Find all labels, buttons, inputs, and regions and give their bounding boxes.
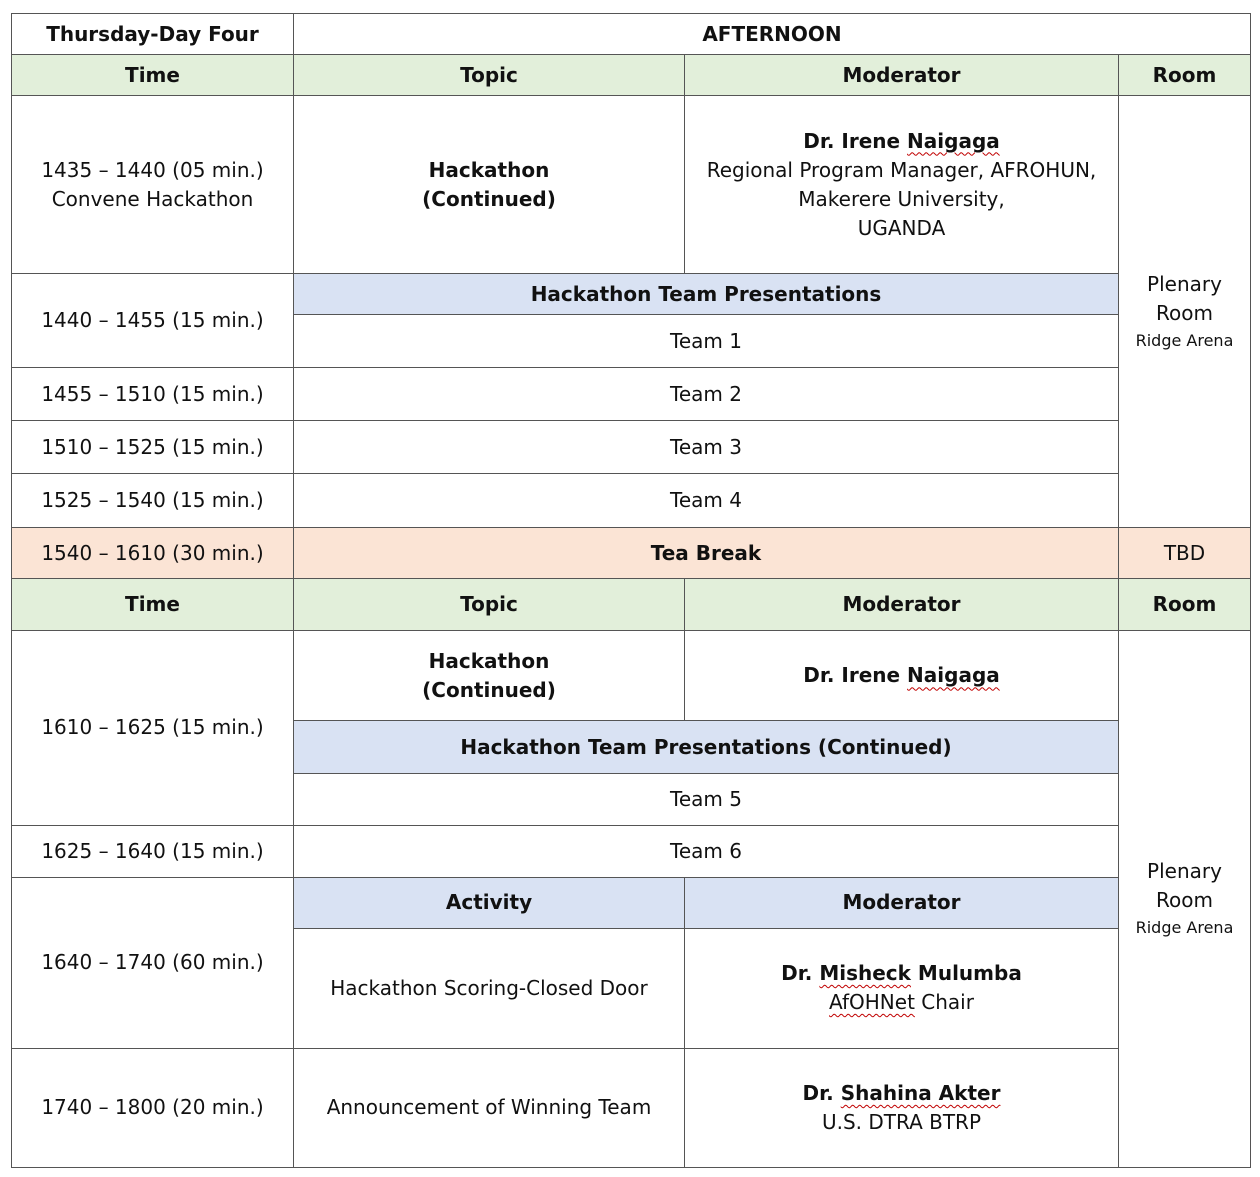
session-topic-cell: [294, 96, 685, 274]
moderator-country: UGANDA: [857, 215, 946, 240]
activity-row: [12, 1048, 1251, 1167]
header-time: Time: [12, 55, 294, 96]
moderator-org: AfOHNet: [829, 990, 915, 1015]
day-title: Thursday-Day Four: [12, 14, 294, 55]
team-name: Team 2: [294, 368, 1119, 421]
activity-title: Hackathon Scoring-Closed Door: [294, 928, 685, 1048]
header-time: Time: [12, 579, 294, 631]
moderator-name: [693, 1079, 1110, 1108]
moderator-org: U.S. DTRA BTRP: [821, 1109, 982, 1134]
team-row: [12, 421, 1251, 474]
header-room: Room: [1119, 55, 1251, 96]
header-moderator: Moderator: [685, 877, 1119, 928]
activity-header-row: [12, 877, 1251, 928]
session-subtitle: Convene Hackathon: [51, 186, 254, 211]
header-activity: Activity: [294, 877, 685, 928]
room-name: Room: [1156, 888, 1213, 913]
column-header-row: [12, 579, 1251, 631]
room-venue: Ridge Arena: [1135, 330, 1234, 350]
room-name: Plenary: [1147, 859, 1222, 884]
moderator-title: Dr.: [781, 961, 820, 986]
moderator-position: Chair: [914, 990, 974, 1015]
moderator-fullname: Shahina Akter: [840, 1080, 1001, 1105]
moderator-surname: Naigaga: [907, 128, 1000, 153]
header-moderator: Moderator: [685, 55, 1119, 96]
moderator-affiliation: Makerere University,: [798, 186, 1005, 211]
topic-line: Hackathon: [428, 648, 550, 673]
room-name: Room: [1156, 300, 1213, 325]
header-topic: Topic: [294, 579, 685, 631]
moderator-surname: Mulumba: [910, 961, 1022, 986]
moderator-role: Regional Program Manager, AFROHUN,: [706, 157, 1097, 182]
room-cell: [1119, 631, 1251, 1168]
agenda-table: [11, 13, 1251, 1168]
presentations-row: [12, 274, 1251, 315]
header-topic: Topic: [294, 55, 685, 96]
moderator-surname: Naigaga: [907, 663, 1000, 688]
moderator-name: [693, 959, 1110, 988]
session-time: 1640 – 1740 (60 min.): [12, 877, 294, 1048]
topic-line: Hackathon: [428, 157, 550, 182]
presentations-header: Hackathon Team Presentations (Continued): [294, 721, 1119, 773]
team-row: [12, 474, 1251, 528]
team-name: Team 6: [294, 825, 1119, 877]
team-time: 1455 – 1510 (15 min.): [12, 368, 294, 421]
team-row: [12, 368, 1251, 421]
moderator-cell: [685, 1048, 1119, 1167]
room-name: Plenary: [1147, 271, 1222, 296]
team-time: 1525 – 1540 (15 min.): [12, 474, 294, 528]
moderator-role: [693, 988, 1110, 1017]
tea-room: TBD: [1119, 528, 1251, 579]
moderator-title: Dr. Irene: [803, 128, 908, 153]
moderator-name: [685, 631, 1119, 721]
room-cell: [1119, 96, 1251, 528]
team-name: Team 4: [294, 474, 1119, 528]
column-header-row: [12, 55, 1251, 96]
team-name: Team 3: [294, 421, 1119, 474]
presentations-header: Hackathon Team Presentations: [294, 274, 1119, 315]
team-row: [12, 825, 1251, 877]
session-row: [12, 631, 1251, 721]
moderator-title: Dr. Irene: [803, 663, 908, 688]
team-time: 1510 – 1525 (15 min.): [12, 421, 294, 474]
room-venue: Ridge Arena: [1135, 918, 1234, 938]
header-room: Room: [1119, 579, 1251, 631]
tea-title: Tea Break: [294, 528, 1119, 579]
topic-line: (Continued): [422, 186, 556, 211]
moderator-title: Dr.: [802, 1080, 841, 1105]
header-moderator: Moderator: [685, 579, 1119, 631]
team-time: 1440 – 1455 (15 min.): [12, 274, 294, 368]
topic-line: (Continued): [422, 677, 556, 702]
session-time: 1435 – 1440 (05 min.): [41, 157, 264, 182]
session-topic-cell: [294, 631, 685, 721]
moderator-name: [693, 127, 1110, 156]
period-title: AFTERNOON: [294, 14, 1251, 55]
tea-break-row: [12, 528, 1251, 579]
session-time-cell: [12, 96, 294, 274]
team-name: Team 1: [294, 315, 1119, 368]
session-time: 1740 – 1800 (20 min.): [12, 1048, 294, 1167]
tea-time: 1540 – 1610 (30 min.): [12, 528, 294, 579]
team-name: Team 5: [294, 773, 1119, 825]
session-row: [12, 96, 1251, 274]
title-row: [12, 14, 1251, 55]
team-time: 1625 – 1640 (15 min.): [12, 825, 294, 877]
activity-title: Announcement of Winning Team: [294, 1048, 685, 1167]
moderator-cell: [685, 928, 1119, 1048]
session-time: 1610 – 1625 (15 min.): [12, 631, 294, 825]
moderator-firstname: Misheck: [819, 961, 911, 986]
moderator-cell: [685, 96, 1119, 274]
